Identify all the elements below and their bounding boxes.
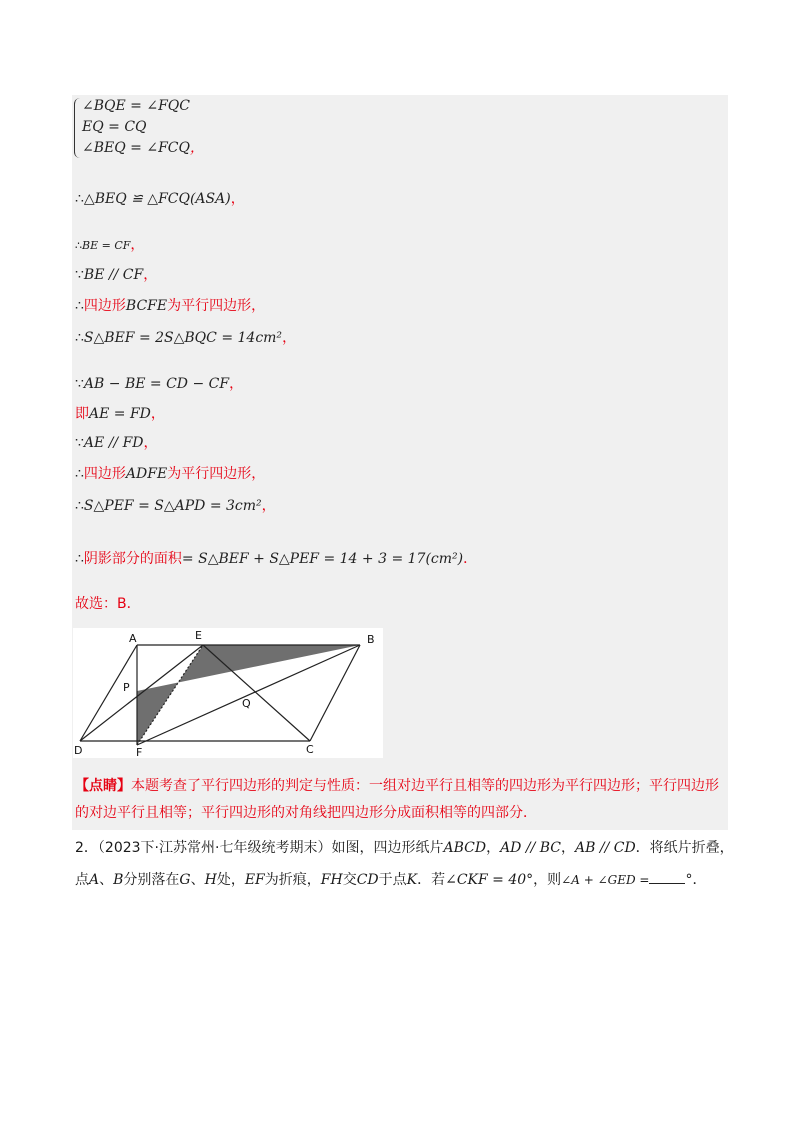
system-line-3: ∠BEQ = ∠FCQ， (82, 140, 204, 156)
step-bcfe-parallelogram: ∴四边形BCFE为平行四边形， (75, 298, 266, 314)
step-ab-minus-be: ∵AB − BE = CD − CF， (75, 376, 244, 392)
answer-choice: 故选：B． (75, 596, 141, 612)
key-point-comment (75, 773, 725, 827)
system-line-1: ∠BQE = ∠FQC (82, 98, 190, 114)
parallelogram-figure (73, 628, 383, 758)
label-A: A (129, 632, 137, 645)
system-line-2: EQ = CQ (82, 119, 147, 135)
step-ae-eq-fd: 即AE = FD， (75, 406, 165, 422)
question-2: 2．（2023下·江苏常州·七年级统考期末）如图，四边形纸片ABCD，AD // BC，AB // CD．将纸片折叠，点A、B分别落在G、H处，EF为折痕，FH交CD于点K．若∠CKF = 40°，则∠A + ∠GED = °． (75, 840, 734, 888)
step-be-eq-cf: ∴BE = CF， (75, 237, 145, 253)
label-P: P (123, 681, 130, 694)
label-B: B (367, 633, 375, 646)
label-D: D (74, 744, 83, 757)
step-shaded-area: ∴阴影部分的面积= S△BEF + S△PEF = 14 + 3 = 17(cm²)． (75, 551, 478, 567)
label-Q: Q (242, 697, 251, 710)
step-adfe-parallelogram: ∴四边形ADFE为平行四边形， (75, 466, 266, 482)
label-F: F (136, 746, 143, 758)
label-C: C (306, 743, 314, 756)
answer-blank[interactable] (649, 871, 685, 884)
step-be-parallel-cf: ∵BE // CF， (75, 267, 158, 283)
step-ae-parallel-fd: ∵AE // FD， (75, 435, 158, 451)
key-point-tag: 【点睛】 (75, 778, 131, 794)
step-congruent: ∴△BEQ ≌ △FCQ(ASA)， (75, 191, 245, 207)
key-point-text: 本题考查了平行四边形的判定与性质：一组对边平行且相等的四边形为平行四边形；平行四边形的对边平行且相等；平行四边形的对角线把四边形分成面积相等的四部分． (75, 778, 719, 821)
step-area-bef: ∴S△BEF = 2S△BQC = 14cm²， (75, 330, 297, 346)
label-E: E (195, 629, 202, 642)
step-area-pef: ∴S△PEF = S△APD = 3cm²， (75, 498, 276, 514)
